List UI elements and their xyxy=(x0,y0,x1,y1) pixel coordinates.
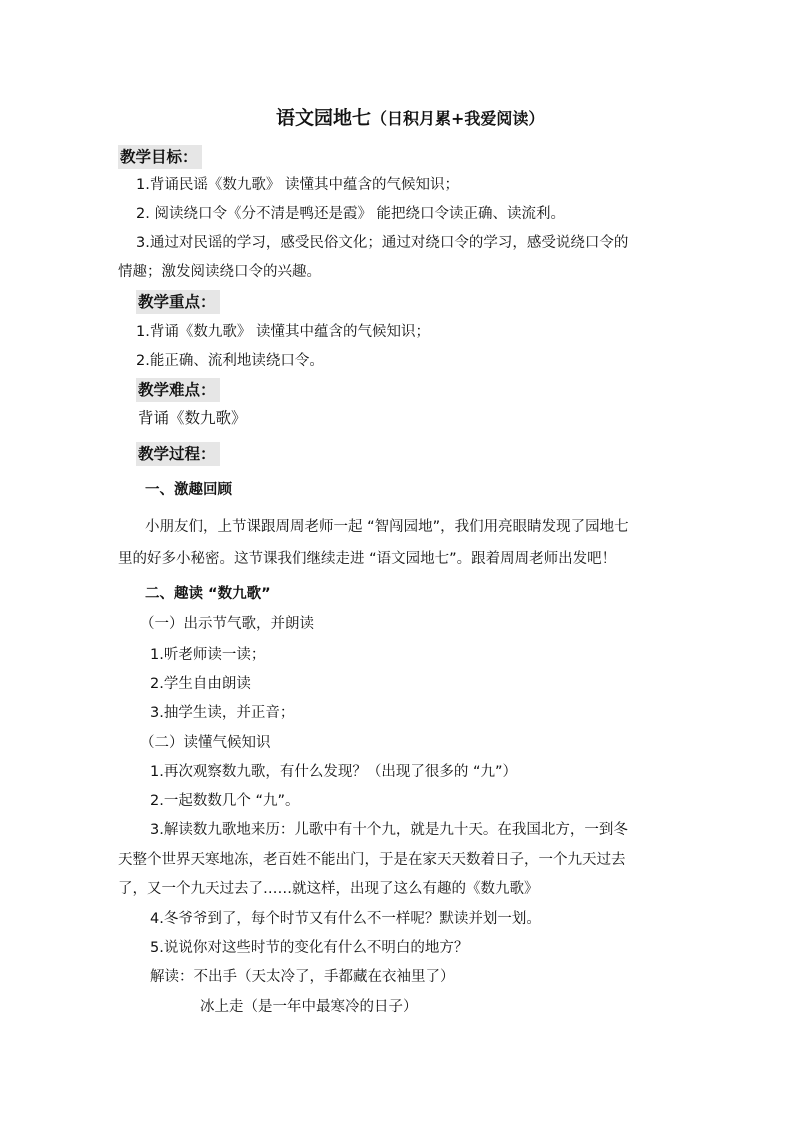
intro-line-1: 小朋友们，上节课跟周周老师一起 “智闯园地”，我们用亮眼睛发现了园地七 xyxy=(145,519,629,535)
title-parenthetical: （日积月累+我爱阅读） xyxy=(371,109,545,128)
section-1-heading: 一、激趣回顾 xyxy=(145,482,232,498)
goal-1: 1.背诵民谣《数九歌》 读懂其中蕴含的气候知识； xyxy=(136,177,459,193)
subsection-1-item-3: 3.抽学生读，并正音； xyxy=(150,705,295,721)
document-title xyxy=(276,105,544,132)
subsection-1-item-2: 2.学生自由朗读 xyxy=(150,676,251,692)
key-point-1: 1.背诵《数九歌》 读懂其中蕴含的气候知识； xyxy=(136,324,430,340)
explanation-2: 冰上走（是一年中最寒冷的日子） xyxy=(200,999,418,1015)
process-heading: 教学过程： xyxy=(136,442,220,466)
goals-heading: 教学目标： xyxy=(118,145,202,169)
subsection-2-item-2: 2.一起数数几个 “九”。 xyxy=(150,793,300,809)
goal-3-line-2: 情趣；激发阅读绕口令的兴趣。 xyxy=(118,264,321,280)
goal-2: 2. 阅读绕口令《分不清是鸭还是霞》 能把绕口令读正确、读流利。 xyxy=(136,206,566,222)
subsection-2-item-5: 5.说说你对这些时节的变化有什么不明白的地方？ xyxy=(150,940,469,956)
subsection-2-item-3-line-1: 3.解读数九歌地来历：儿歌中有十个九，就是九十天。在我国北方，一到冬 xyxy=(150,822,628,838)
subsection-2-item-1: 1.再次观察数九歌，有什么发现？（出现了很多的 “九”） xyxy=(150,764,517,780)
section-2-heading: 二、趣读 “数九歌” xyxy=(145,586,271,602)
title-main: 语文园地七 xyxy=(276,107,372,129)
subsection-1-heading: （一）出示节气歌，并朗读 xyxy=(140,616,314,632)
difficulty-1: 背诵《数九歌》 xyxy=(138,409,247,427)
key-points-heading: 教学重点： xyxy=(136,290,220,314)
subsection-2-item-3-line-3: 了，又一个九天过去了……就这样，出现了这么有趣的《数九歌》 xyxy=(118,881,539,897)
subsection-2-heading: （二）读懂气候知识 xyxy=(140,735,271,751)
subsection-1-item-1: 1.听老师读一读； xyxy=(150,647,266,663)
difficulty-heading: 教学难点： xyxy=(136,378,220,402)
key-point-2: 2.能正确、流利地读绕口令。 xyxy=(136,353,324,369)
subsection-2-item-4: 4.冬爷爷到了，每个时节又有什么不一样呢？默读并划一划。 xyxy=(150,911,541,927)
explanation-1: 解读：不出手（天太冷了，手都藏在衣袖里了） xyxy=(150,969,455,985)
goal-3-line-1: 3.通过对民谣的学习，感受民俗文化；通过对绕口令的学习，感受说绕口令的 xyxy=(136,235,629,251)
subsection-2-item-3-line-2: 天整个世界天寒地冻，老百姓不能出门，于是在家天天数着日子，一个九天过去 xyxy=(118,852,626,868)
intro-line-2: 里的好多小秘密。这节课我们继续走进 “语文园地七”。跟着周周老师出发吧！ xyxy=(118,551,617,567)
